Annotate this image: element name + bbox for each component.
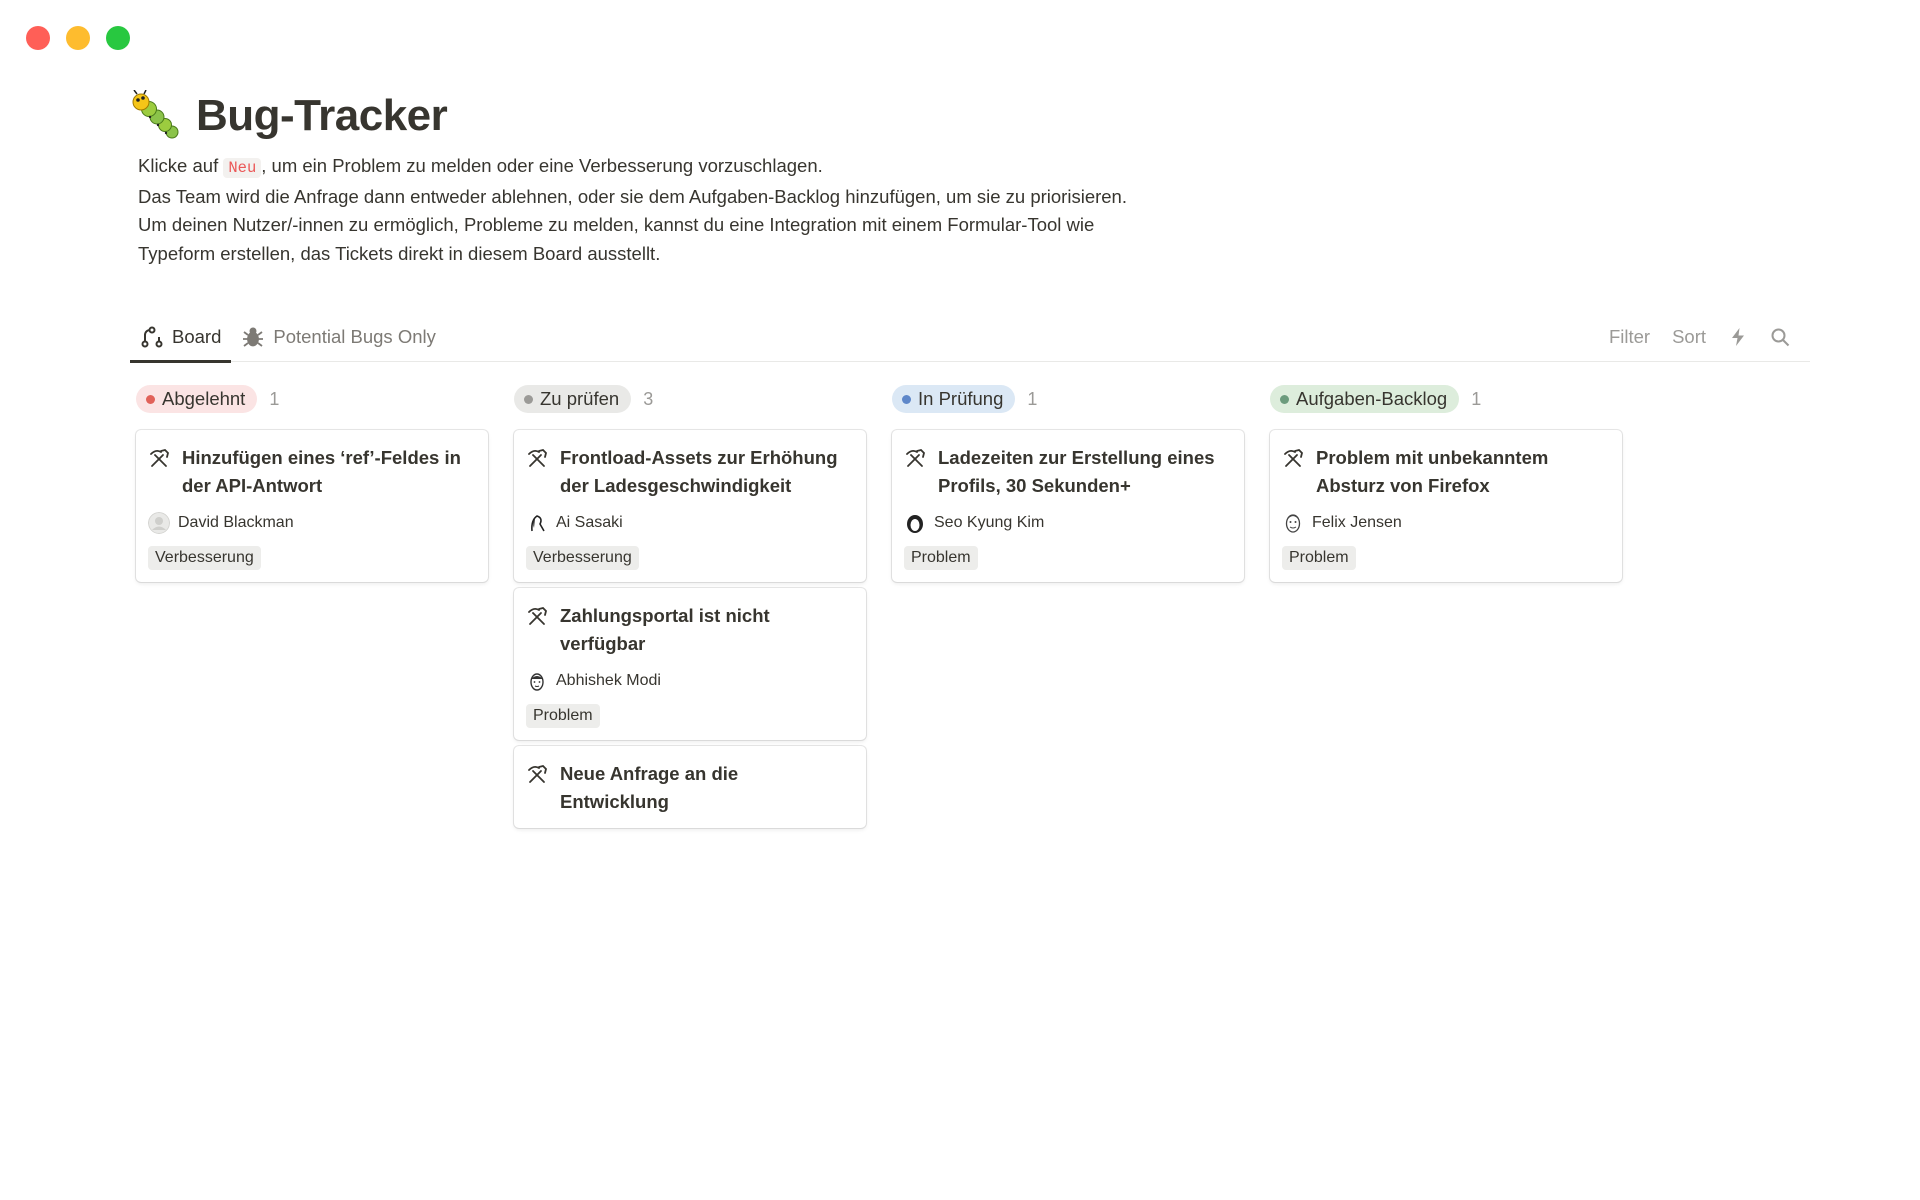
status-badge[interactable] <box>514 385 631 413</box>
hammer-and-pick-icon <box>526 606 548 628</box>
card-tag: Problem <box>904 546 978 570</box>
page-title: Bug-Tracker <box>196 91 448 140</box>
tab-potential-bugs-only[interactable] <box>231 312 445 362</box>
caterpillar-icon <box>130 90 182 142</box>
card-title-text: Neue Anfrage an die Entwicklung <box>560 763 739 812</box>
card-title-text: Ladezeiten zur Erstellung eines Profils, 30 Sekunden+ <box>938 447 1215 496</box>
status-dot <box>902 395 911 404</box>
column-count: 3 <box>643 388 654 409</box>
status-badge[interactable] <box>892 385 1015 413</box>
card-title <box>904 444 1230 500</box>
view-tabs <box>130 312 1810 362</box>
title-row <box>130 84 1810 148</box>
column-header <box>514 384 866 414</box>
description-line-3: Um deinen Nutzer/-innen zu ermöglich, Probleme zu melden, kannst du eine Integration mit einem Formular-Tool wie Typeform erstellen, das Tickets direkt in diesem Board ausstellt. <box>138 214 1095 264</box>
card-title <box>1282 444 1608 500</box>
inline-code-new: Neu <box>223 158 261 178</box>
hammer-and-pick-icon <box>148 448 170 470</box>
card-person <box>148 512 474 534</box>
lightning-icon <box>1728 327 1748 347</box>
card-title <box>526 444 852 500</box>
card-person <box>904 512 1230 534</box>
status-label: Zu prüfen <box>540 388 620 409</box>
person-name: Ai Sasaki <box>556 514 623 531</box>
card-title-text: Problem mit unbekanntem Absturz von Firefox <box>1316 447 1549 496</box>
person-name: Seo Kyung Kim <box>934 514 1045 531</box>
view-bar <box>130 312 1810 362</box>
search-button[interactable] <box>1770 327 1790 347</box>
status-dot <box>524 395 533 404</box>
description-line-1 <box>138 152 1170 183</box>
person-name: David Blackman <box>178 514 294 531</box>
status-badge[interactable] <box>136 385 257 413</box>
card[interactable] <box>514 430 866 582</box>
avatar <box>904 512 926 534</box>
column-zu-pruefen <box>514 384 866 834</box>
bug-icon <box>241 325 265 349</box>
column-in-pruefung <box>892 384 1244 834</box>
card[interactable] <box>1270 430 1622 582</box>
tab-label: Potential Bugs Only <box>273 326 436 347</box>
automation-button[interactable] <box>1728 327 1748 347</box>
column-count: 1 <box>1471 388 1482 409</box>
tab-label: Board <box>172 326 222 347</box>
sort-button[interactable]: Sort <box>1672 326 1706 347</box>
description-text: Klicke auf <box>138 155 224 176</box>
description-line-2: Das Team wird die Anfrage dann entweder ablehnen, oder sie dem Aufgaben-Backlog hinzufügen, um sie zu priorisieren. <box>138 185 1127 207</box>
column-header <box>1270 384 1622 414</box>
card[interactable] <box>892 430 1244 582</box>
person-name: Abhishek Modi <box>556 672 661 689</box>
page-description <box>130 152 1170 268</box>
person-name: Felix Jensen <box>1312 514 1402 531</box>
card-title-text: Hinzufügen eines ‘ref’-Feldes in der API-Antwort <box>182 447 461 496</box>
card-tag: Problem <box>1282 546 1356 570</box>
card-tag: Verbesserung <box>148 546 261 570</box>
card[interactable] <box>514 746 866 828</box>
status-dot <box>146 395 155 404</box>
close-window-button[interactable] <box>26 26 50 50</box>
card-tag: Problem <box>526 704 600 728</box>
card[interactable] <box>136 430 488 582</box>
avatar <box>1282 512 1304 534</box>
hammer-and-pick-icon <box>526 448 548 470</box>
avatar <box>526 512 548 534</box>
card-person <box>1282 512 1608 534</box>
filter-button[interactable]: Filter <box>1608 326 1651 347</box>
page <box>130 84 1810 812</box>
view-toolbar <box>1609 312 1790 362</box>
maximize-window-button[interactable] <box>106 26 130 50</box>
hammer-and-pick-icon <box>904 448 926 470</box>
kanban-board <box>136 384 1622 834</box>
card-title <box>526 760 852 816</box>
minimize-window-button[interactable] <box>66 26 90 50</box>
column-count: 1 <box>1027 388 1038 409</box>
status-badge[interactable] <box>1270 385 1459 413</box>
status-dot <box>1280 395 1289 404</box>
column-aufgaben-backlog <box>1270 384 1622 834</box>
search-icon <box>1770 327 1790 347</box>
hammer-and-pick-icon <box>526 764 548 786</box>
column-abgelehnt <box>136 384 488 834</box>
card-title <box>526 602 852 658</box>
tab-board[interactable] <box>130 312 231 362</box>
card-title-text: Zahlungsportal ist nicht verfügbar <box>560 605 770 654</box>
card-person <box>526 512 852 534</box>
card-person <box>526 670 852 692</box>
status-label: Abgelehnt <box>162 388 246 409</box>
status-label: Aufgaben-Backlog <box>1296 388 1448 409</box>
card-title <box>148 444 474 500</box>
status-label: In Prüfung <box>918 388 1004 409</box>
card[interactable] <box>514 588 866 740</box>
avatar <box>148 512 170 534</box>
window-controls <box>26 26 130 50</box>
board-icon <box>140 325 164 349</box>
hammer-and-pick-icon <box>1282 448 1304 470</box>
column-count: 1 <box>269 388 280 409</box>
description-text: , um ein Problem zu melden oder eine Verbesserung vorzuschlagen. <box>261 155 823 176</box>
card-title-text: Frontload-Assets zur Erhöhung der Ladesgeschwindigkeit <box>560 447 838 496</box>
column-header <box>136 384 488 414</box>
card-tag: Verbesserung <box>526 546 639 570</box>
column-header <box>892 384 1244 414</box>
avatar <box>526 670 548 692</box>
